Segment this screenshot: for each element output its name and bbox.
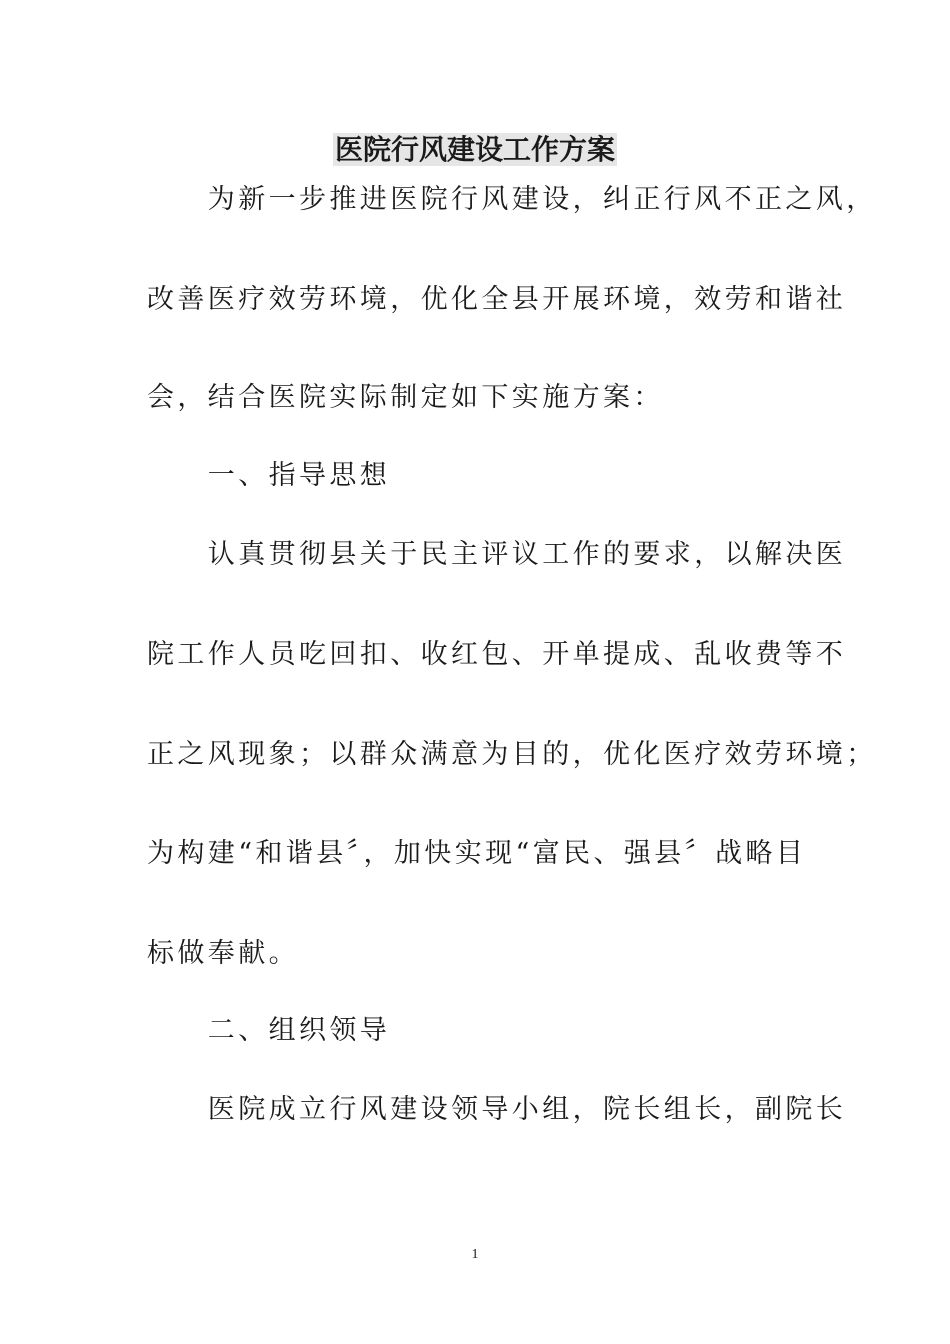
paragraph-line-8: 标做奉献。 [147, 938, 299, 969]
page-number: 1 [471, 1247, 479, 1262]
paragraph-line-3: 会，结合医院实际制定如下实施方案： [147, 382, 664, 413]
paragraph-line-5: 院工作人员吃回扣、收红包、开单提成、乱收费等不 [147, 639, 847, 670]
paragraph-line-7: 为构建“和谐县〞，加快实现“富民、强县〞战略目 [147, 838, 807, 869]
section-heading-1: 一、指导思想 [147, 460, 391, 491]
paragraph-line-2: 改善医疗效劳环境，优化全县开展环境，效劳和谐社 [147, 284, 847, 315]
document-title [0, 130, 950, 170]
paragraph-line-4: 认真贯彻县关于民主评议工作的要求，以解决医 [147, 539, 847, 570]
section-heading-2: 二、组织领导 [147, 1015, 391, 1046]
document-title-text: 医院行风建设工作方案 [334, 133, 615, 166]
paragraph-line-9: 医院成立行风建设领导小组，院长组长，副院长 [147, 1094, 847, 1125]
paragraph-line-1: 为新一步推进医院行风建设，纠正行风不正之风， [147, 184, 877, 215]
paragraph-line-6: 正之风现象；以群众满意为目的，优化医疗效劳环境； [147, 739, 877, 770]
